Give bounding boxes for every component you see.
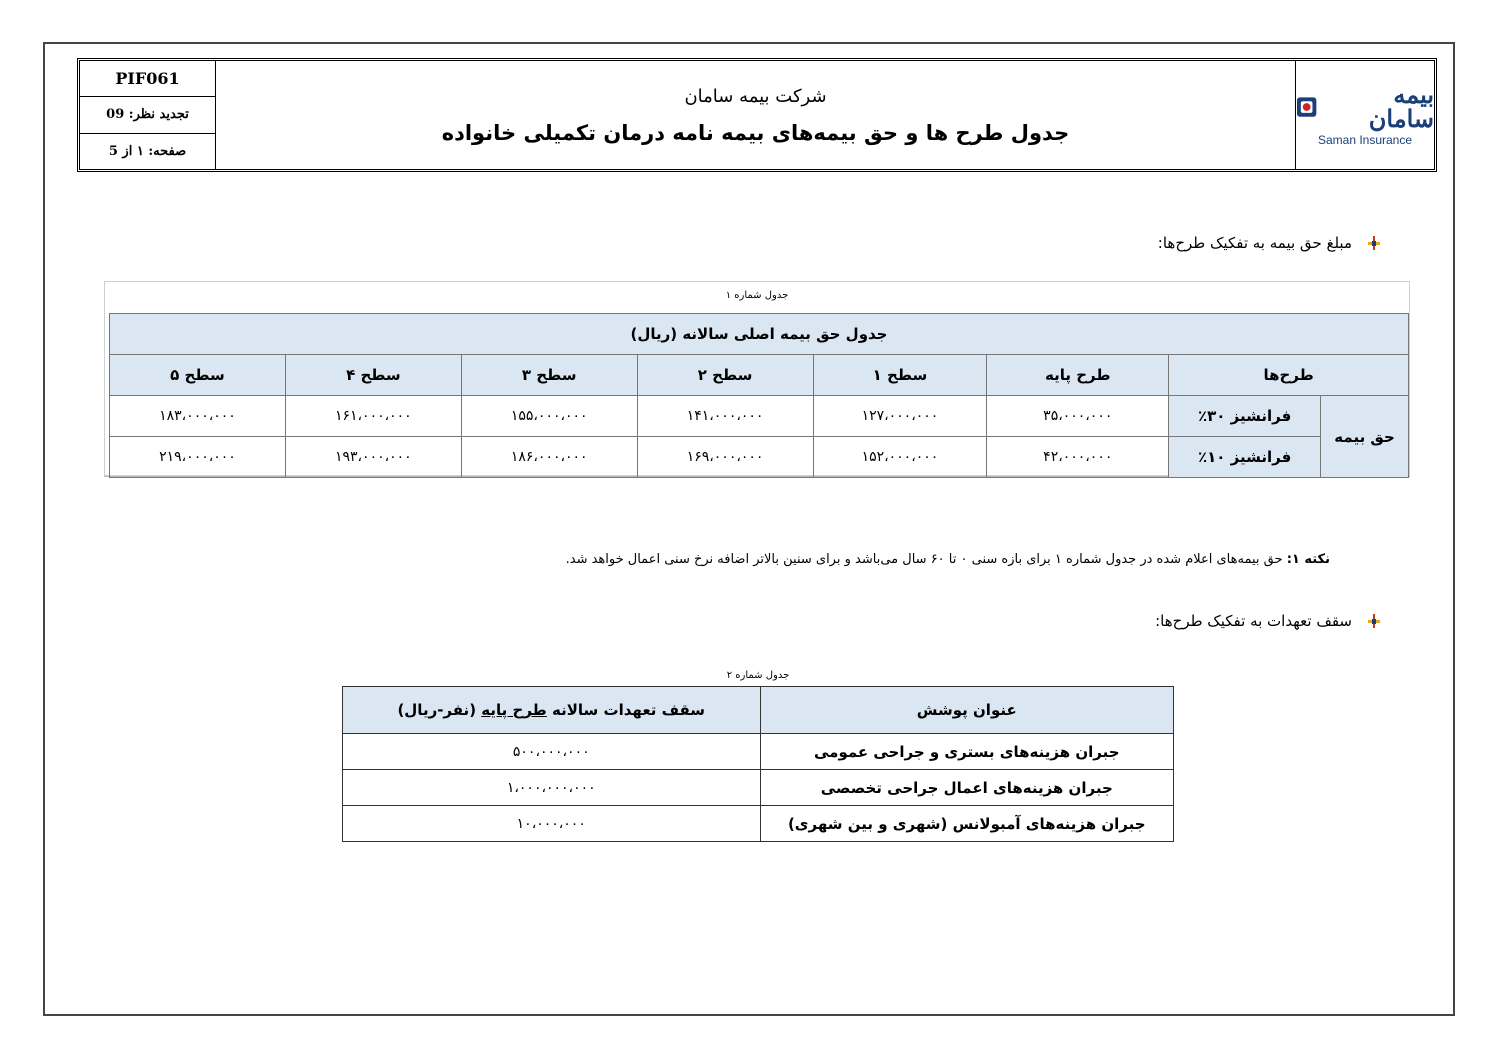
table-cell: ۴۲،۰۰۰،۰۰۰ (987, 437, 1169, 478)
table-cell: ۲۱۹،۰۰۰،۰۰۰ (110, 437, 286, 478)
coverage-limit: ۵۰۰،۰۰۰،۰۰۰ (343, 734, 761, 770)
table-row (110, 437, 1409, 478)
coverage-limits-table (342, 686, 1174, 842)
limit-header-prefix: سقف تعهدات سالانه (552, 701, 706, 719)
table-cell: ۱۸۳،۰۰۰،۰۰۰ (110, 396, 286, 437)
form-code: PIF061 (80, 61, 215, 97)
row-label: فرانشیز ۳۰٪ (1169, 396, 1321, 437)
note-label: نکته ۱: (1286, 552, 1330, 567)
row-group-label: حق بیمه (1321, 396, 1409, 478)
logo-text-fa: بیمه سامان (1368, 80, 1434, 133)
table-cell: ۱۴۱،۰۰۰،۰۰۰ (637, 396, 813, 437)
column-header: سطح ۵ (110, 355, 286, 396)
column-header: سطح ۲ (637, 355, 813, 396)
section-heading-limits (1155, 612, 1382, 630)
premium-table (109, 313, 1409, 478)
section-heading-limits-text: سقف تعهدات به تفکیک طرح‌ها: (1155, 612, 1352, 630)
pushpin-bullet-icon (1366, 613, 1382, 629)
table-cell: ۳۵،۰۰۰،۰۰۰ (987, 396, 1169, 437)
coverage-limit: ۱۰،۰۰۰،۰۰۰ (343, 806, 761, 842)
column-header: سطح ۴ (285, 355, 461, 396)
table-caption-2: جدول شماره ۲ (726, 670, 790, 681)
table-cell: ۱۵۲،۰۰۰،۰۰۰ (813, 437, 987, 478)
coverage-title: جبران هزینه‌های آمبولانس (شهری و بین شهری) (760, 806, 1173, 842)
coverage-title: جبران هزینه‌های اعمال جراحی تخصصی (760, 770, 1173, 806)
row-label: فرانشیز ۱۰٪ (1169, 437, 1321, 478)
table-row (110, 396, 1409, 437)
table-cell: ۱۵۵،۰۰۰،۰۰۰ (461, 396, 637, 437)
table-cell: ۱۹۳،۰۰۰،۰۰۰ (285, 437, 461, 478)
column-header: عنوان پوشش (760, 687, 1173, 734)
company-logo (1295, 61, 1434, 169)
header-titles (216, 61, 1295, 169)
column-header-limit (343, 687, 761, 734)
company-name: شرکت بیمه سامان (684, 85, 827, 107)
table-cell: ۱۶۹،۰۰۰،۰۰۰ (637, 437, 813, 478)
note-paragraph (566, 552, 1330, 567)
table-row (343, 734, 1174, 770)
table-row (343, 806, 1174, 842)
table-caption-1: جدول شماره ۱ (725, 290, 789, 301)
revision-number: تجدید نظر: 09 (80, 97, 215, 133)
column-header: سطح ۳ (461, 355, 637, 396)
coverage-limit: ۱،۰۰۰،۰۰۰،۰۰۰ (343, 770, 761, 806)
page-title: جدول طرح ها و حق بیمه‌های بیمه نامه درمان تکمیلی خانواده (441, 120, 1070, 145)
table-cell: ۱۸۶،۰۰۰،۰۰۰ (461, 437, 637, 478)
page-frame (43, 42, 1455, 1016)
coverage-title: جبران هزینه‌های بستری و جراحی عمومی (760, 734, 1173, 770)
table-cell: ۱۲۷،۰۰۰،۰۰۰ (813, 396, 987, 437)
pushpin-bullet-icon (1366, 235, 1382, 251)
section-heading-premiums-text: مبلغ حق بیمه به تفکیک طرح‌ها: (1157, 234, 1352, 252)
section-heading-premiums (1158, 234, 1382, 252)
document-header (77, 58, 1437, 172)
premium-table-title: جدول حق بیمه اصلی سالانه (ریال) (110, 314, 1409, 355)
note-text: حق بیمه‌های اعلام شده در جدول شماره ۱ برای بازه سنی ۰ تا ۶۰ سال می‌باشد و برای سنین بالاتر اضافه نرخ سنی اعمال خواهد شد. (565, 552, 1283, 567)
limit-header-plan: طرح پایه (481, 701, 547, 719)
premium-table-container (104, 281, 1410, 476)
logo-text-en: Saman Insurance (1317, 133, 1413, 147)
table-row (343, 770, 1174, 806)
table-cell: ۱۶۱،۰۰۰،۰۰۰ (285, 396, 461, 437)
column-header: طرح پایه (987, 355, 1169, 396)
limit-header-suffix: (نفر-ریال) (397, 701, 477, 719)
column-header: سطح ۱ (813, 355, 987, 396)
page-number: صفحه: ۱ از 5 (108, 143, 187, 159)
document-meta (80, 61, 216, 169)
column-header: طرح‌ها (1169, 355, 1409, 396)
logo-mark-icon (1296, 96, 1317, 118)
